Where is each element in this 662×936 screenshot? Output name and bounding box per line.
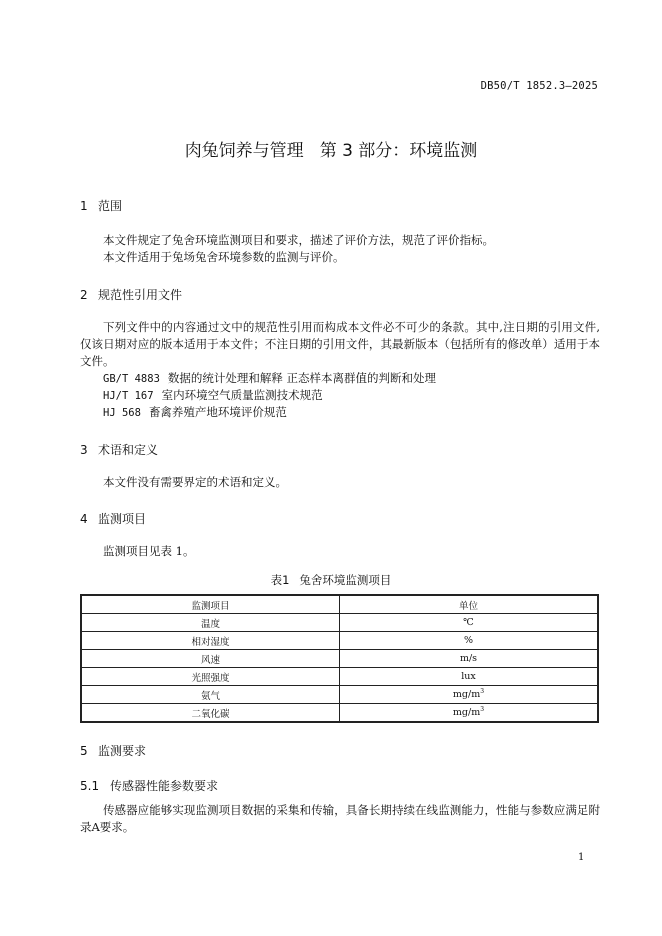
reference-code: HJ 568 bbox=[103, 407, 141, 419]
reference-title: 室内环境空气质量监测技术规范 bbox=[161, 388, 323, 402]
table-cell bbox=[340, 686, 599, 704]
monitoring-items-table bbox=[80, 594, 599, 723]
table-row bbox=[81, 704, 598, 723]
title-part: 第 3 部分：环境监测 bbox=[319, 141, 478, 161]
table-cell: 氨气 bbox=[81, 686, 340, 704]
table-cell bbox=[340, 704, 599, 723]
section-5-1-para-1: 传感器应能够实现监测项目数据的采集和传输，具备长期持续在线监测能力，性能与参数应满足附录A要求。 bbox=[80, 803, 600, 834]
section-number: 5.1 bbox=[80, 779, 100, 793]
table-row bbox=[81, 686, 598, 704]
table-cell: m/s bbox=[340, 650, 599, 668]
table-cell: ℃ bbox=[340, 614, 599, 632]
section-2-intro: 下列文件中的内容通过文中的规范性引用而构成本文件必不可少的条款。其中,注日期的引用文件,仅该日期对应的版本适用于本文件；不注日期的引用文件，其最新版本（包括所有的修改单）适用于本文件。 bbox=[80, 320, 600, 368]
section-2-heading bbox=[80, 286, 182, 303]
table-cell: % bbox=[340, 632, 599, 650]
section-number: 1 bbox=[80, 199, 88, 213]
table-row bbox=[81, 650, 598, 668]
table-header-cell: 单位 bbox=[340, 595, 599, 614]
reference-code: GB/T 4883 bbox=[103, 373, 160, 385]
section-number: 4 bbox=[80, 512, 88, 526]
section-title: 传感器性能参数要求 bbox=[110, 779, 219, 793]
section-1-para-1: 本文件规定了兔舍环境监测项目和要求，描述了评价方法，规范了评价指标。 bbox=[103, 233, 494, 247]
reference-item bbox=[103, 404, 287, 420]
unit-base: mg/m bbox=[452, 689, 481, 701]
reference-item bbox=[103, 370, 436, 386]
page-number: 1 bbox=[578, 852, 585, 863]
section-1-heading bbox=[80, 197, 122, 214]
section-number: 2 bbox=[80, 288, 88, 302]
section-5-heading bbox=[80, 742, 146, 759]
section-1-para-2: 本文件适用于兔场兔舍环境参数的监测与评价。 bbox=[103, 250, 345, 264]
section-3-heading bbox=[80, 441, 158, 458]
table-row bbox=[81, 632, 598, 650]
section-title: 范围 bbox=[98, 199, 123, 213]
section-5-1-heading bbox=[80, 777, 218, 794]
section-title: 术语和定义 bbox=[98, 443, 159, 457]
table-number: 表1 bbox=[270, 573, 290, 587]
table-header-row bbox=[81, 595, 598, 614]
reference-item bbox=[103, 387, 323, 403]
table-row bbox=[81, 614, 598, 632]
section-number: 5 bbox=[80, 744, 88, 758]
section-3-para-1: 本文件没有需要界定的术语和定义。 bbox=[103, 475, 287, 489]
section-title: 监测项目 bbox=[98, 512, 147, 526]
table-header-cell: 监测项目 bbox=[81, 595, 340, 614]
reference-title: 畜禽养殖产地环境评价规范 bbox=[148, 405, 287, 419]
document-title bbox=[0, 136, 662, 161]
section-4-para-1: 监测项目见表 1。 bbox=[103, 544, 195, 558]
table-cell: 光照强度 bbox=[81, 668, 340, 686]
table-cell: 温度 bbox=[81, 614, 340, 632]
section-title: 监测要求 bbox=[98, 744, 147, 758]
table-caption bbox=[0, 572, 662, 588]
unit-base: mg/m bbox=[452, 707, 481, 719]
title-main: 肉兔饲养与管理 bbox=[184, 141, 304, 161]
section-title: 规范性引用文件 bbox=[98, 288, 183, 302]
document-id: DB50/T 1852.3—2025 bbox=[480, 80, 598, 92]
unit-exponent: 3 bbox=[480, 688, 485, 696]
table-cell: 二氧化碳 bbox=[81, 704, 340, 723]
table-cell: lux bbox=[340, 668, 599, 686]
table-title: 兔舍环境监测项目 bbox=[299, 573, 392, 587]
table-cell: 风速 bbox=[81, 650, 340, 668]
reference-title: 数据的统计处理和解释 正态样本离群值的判断和处理 bbox=[167, 371, 437, 385]
reference-code: HJ/T 167 bbox=[103, 390, 154, 402]
table-row bbox=[81, 668, 598, 686]
table-cell: 相对湿度 bbox=[81, 632, 340, 650]
section-number: 3 bbox=[80, 443, 88, 457]
section-4-heading bbox=[80, 510, 146, 527]
unit-exponent: 3 bbox=[480, 706, 485, 714]
